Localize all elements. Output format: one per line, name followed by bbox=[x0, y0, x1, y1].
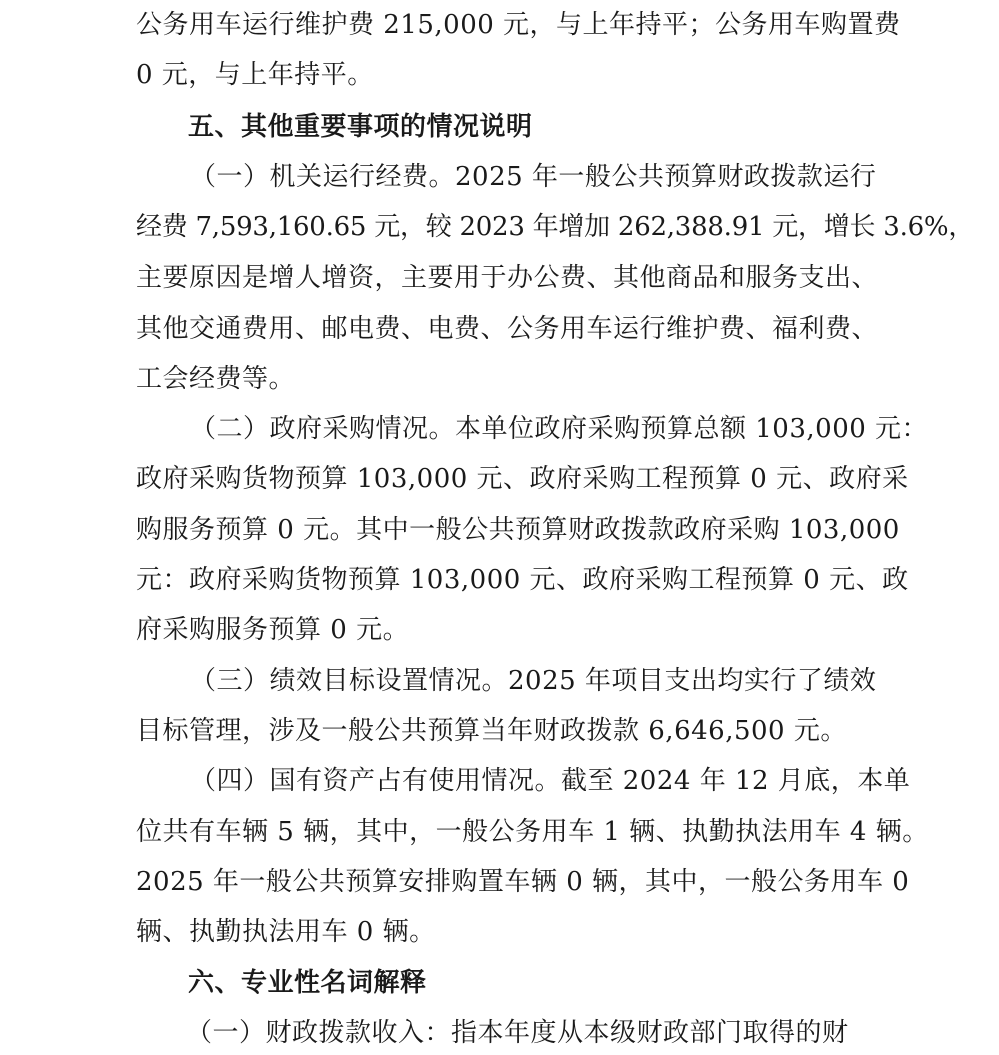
paragraph-line: 政府采购货物预算 103,000 元、政府采购工程预算 0 元、政府采 bbox=[136, 464, 909, 494]
paragraph-line: 0 元，与上年持平。 bbox=[136, 60, 374, 90]
section-heading-five: 五、其他重要事项的情况说明 bbox=[188, 112, 533, 142]
section-heading-six: 六、专业性名词解释 bbox=[188, 968, 427, 998]
paragraph-line: （二）政府采购情况。本单位政府采购预算总额 103,000 元： bbox=[190, 414, 929, 444]
paragraph-line: （四）国有资产占有使用情况。截至 2024 年 12 月底，本单 bbox=[190, 766, 911, 796]
paragraph-line: 目标管理，涉及一般公共预算当年财政拨款 6,646,500 元。 bbox=[136, 716, 847, 746]
paragraph-line: （一）财政拨款收入：指本年度从本级财政部门取得的财 bbox=[186, 1018, 849, 1048]
paragraph-line: 购服务预算 0 元。其中一般公共预算财政拨款政府采购 103,000 bbox=[136, 515, 900, 545]
paragraph-line: 经费 7,593,160.65 元，较 2023 年增加 262,388.91 元，增长 3.6%， bbox=[136, 212, 975, 242]
paragraph-line: 府采购服务预算 0 元。 bbox=[136, 615, 410, 645]
paragraph-line: 工会经费等。 bbox=[136, 364, 296, 394]
paragraph-line: 辆、执勤执法用车 0 辆。 bbox=[136, 917, 436, 947]
paragraph-line: 元：政府采购货物预算 103,000 元、政府采购工程预算 0 元、政 bbox=[136, 565, 909, 595]
paragraph-line: 2025 年一般公共预算安排购置车辆 0 辆，其中，一般公务用车 0 bbox=[136, 867, 910, 897]
paragraph-line: 主要原因是增人增资，主要用于办公费、其他商品和服务支出、 bbox=[136, 263, 879, 293]
paragraph-line: （一）机关运行经费。2025 年一般公共预算财政拨款运行 bbox=[190, 162, 877, 192]
paragraph-line: （三）绩效目标设置情况。2025 年项目支出均实行了绩效 bbox=[190, 666, 877, 696]
paragraph-line: 其他交通费用、邮电费、电费、公务用车运行维护费、福利费、 bbox=[136, 314, 879, 344]
paragraph-line: 位共有车辆 5 辆，其中，一般公务用车 1 辆、执勤执法用车 4 辆。 bbox=[136, 817, 929, 847]
paragraph-line: 公务用车运行维护费 215,000 元，与上年持平；公务用车购置费 bbox=[136, 10, 901, 40]
